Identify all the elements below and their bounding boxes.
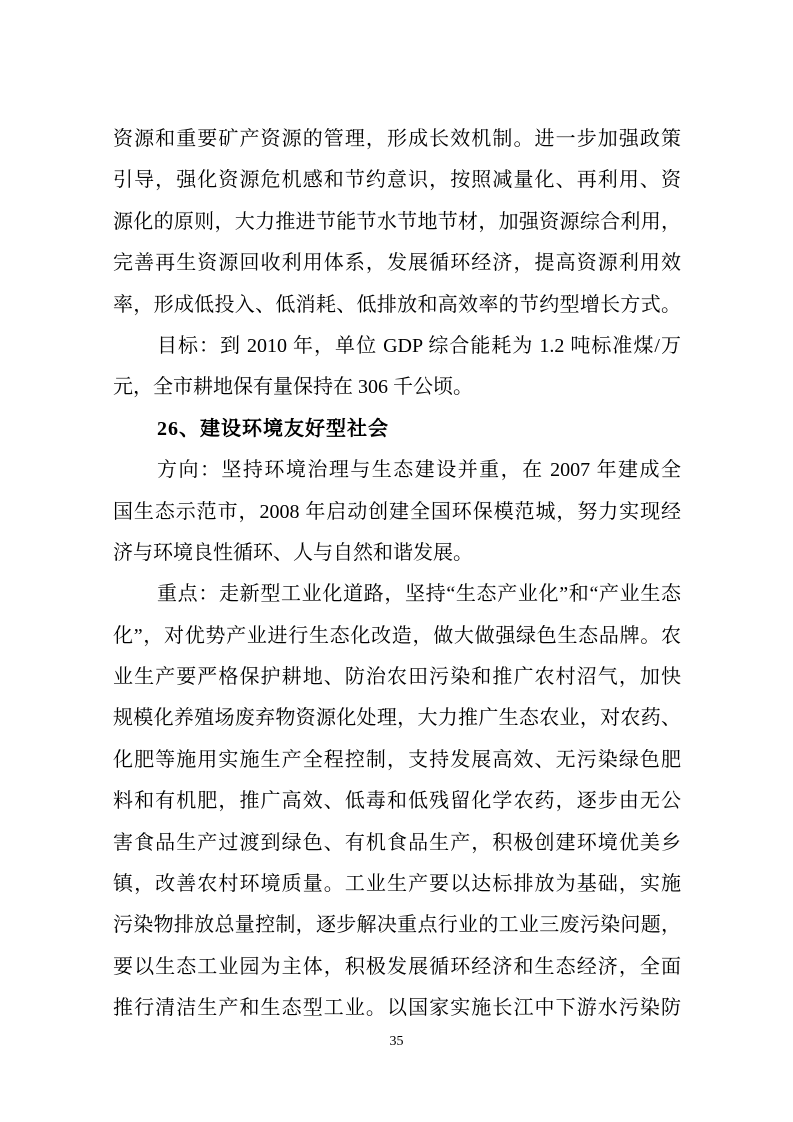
text-line: 资源和重要矿产资源的管理，形成长效机制。进一步加强政策 bbox=[113, 128, 681, 150]
text-line: 化”，对优势产业进行生态化改造，做大做强绿色生态品牌。农 bbox=[113, 624, 681, 647]
text-line: 要以生态工业园为主体，积极发展循环经济和生态经济，全面 bbox=[113, 955, 681, 978]
text-line: 规模化养殖场废弃物资源化处理，大力推广生态农业，对农药、 bbox=[113, 707, 681, 730]
text-line: 完善再生资源回收利用体系，发展循环经济，提高资源利用效 bbox=[113, 252, 681, 275]
text-line: 济与环境良性循环、人与自然和谐发展。 bbox=[113, 541, 473, 564]
text-line: 料和有机肥，推广高效、低毒和低残留化学农药，逐步由无公 bbox=[113, 790, 681, 813]
text-line: 元，全市耕地保有量保持在 306 千公顷。 bbox=[113, 376, 473, 399]
document-body bbox=[113, 119, 681, 1030]
page-number: 35 bbox=[389, 1034, 404, 1049]
section-heading: 26、建设环境友好型社会 bbox=[157, 417, 389, 440]
text-line: 目标：到 2010 年，单位 GDP 综合能耗为 1.2 吨标准煤/万 bbox=[157, 334, 681, 357]
text-line: 推行清洁生产和生态型工业。以国家实施长江中下游水污染防 bbox=[113, 997, 681, 1020]
text-line: 国生态示范市，2008 年启动创建全国环保模范城，努力实现经 bbox=[113, 500, 681, 523]
text-line: 率，形成低投入、低消耗、低排放和高效率的节约型增长方式。 bbox=[113, 293, 681, 316]
text-line: 源化的原则，大力推进节能节水节地节材，加强资源综合利用， bbox=[113, 210, 681, 233]
text-line: 污染物排放总量控制，逐步解决重点行业的工业三废污染问题， bbox=[113, 914, 681, 937]
text-line: 引导，强化资源危机感和节约意识，按照减量化、再利用、资 bbox=[113, 169, 681, 192]
text-line: 重点：走新型工业化道路，坚持“生态产业化”和“产业生态 bbox=[157, 583, 681, 606]
text-line: 镇，改善农村环境质量。工业生产要以达标排放为基础，实施 bbox=[113, 873, 681, 896]
text-line: 化肥等施用实施生产全程控制，支持发展高效、无污染绿色肥 bbox=[113, 748, 681, 771]
text-line: 业生产要严格保护耕地、防治农田污染和推广农村沼气，加快 bbox=[113, 666, 681, 689]
text-line: 方向：坚持环境治理与生态建设并重，在 2007 年建成全 bbox=[157, 459, 681, 482]
text-line: 害食品生产过渡到绿色、有机食品生产，积极创建环境优美乡 bbox=[113, 831, 681, 854]
